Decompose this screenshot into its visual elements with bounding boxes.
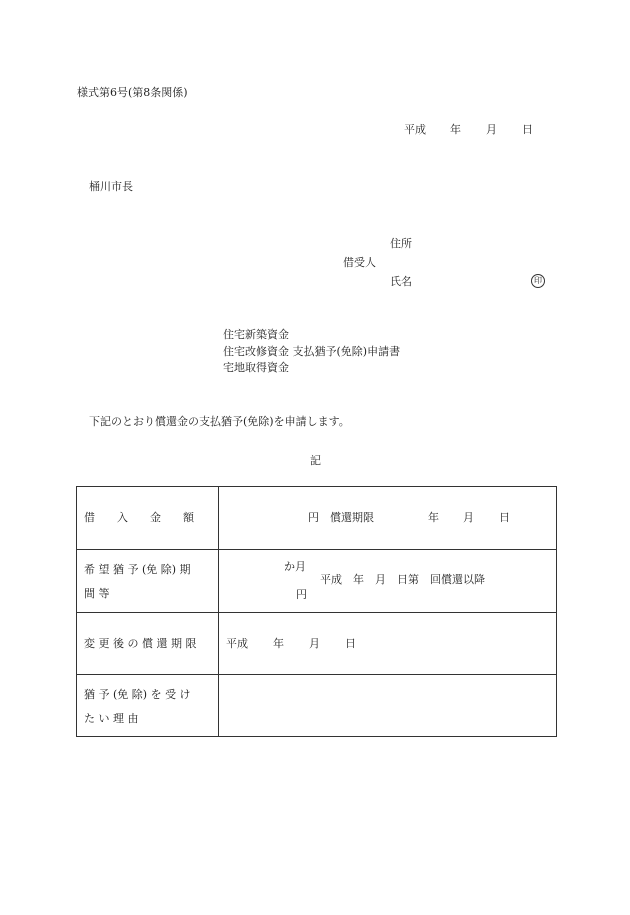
addressee: 桶川市長 <box>89 180 133 193</box>
borrower-label: 借受人 <box>343 256 376 269</box>
row-deferral-period <box>77 549 556 613</box>
date-era: 平成 <box>404 123 426 136</box>
title-line-3: 宅地取得資金 <box>223 361 289 374</box>
label-loan-amount: 借 入 金 額 <box>84 511 194 524</box>
name-label: 氏名 <box>390 275 412 288</box>
form-number: 様式第6号(第8条関係) <box>77 86 188 99</box>
address-label: 住所 <box>390 237 412 250</box>
date-line <box>404 124 533 135</box>
date-day: 日 <box>522 123 533 136</box>
row-changed-deadline <box>77 612 556 675</box>
label-deferral-period-2: 間 等 <box>84 587 110 600</box>
changed-era: 平成 <box>226 637 248 650</box>
deferral-era-text: 平成 年 月 日第 回償還以降 <box>320 573 485 586</box>
title-line-2: 住宅改修資金 支払猶予(免除)申請書 <box>223 345 401 358</box>
deferral-months: か月 <box>284 560 306 573</box>
row-reason <box>77 674 556 737</box>
loan-yen: 円 <box>308 511 319 524</box>
title-line-1: 住宅新築資金 <box>223 328 289 341</box>
deferral-yen: 円 <box>296 588 307 601</box>
changed-month: 月 <box>309 637 320 650</box>
changed-year: 年 <box>273 637 284 650</box>
seal-mark: 印 <box>531 274 545 288</box>
label-reason-2: た い 理 由 <box>84 712 139 725</box>
label-changed-deadline: 変 更 後 の 償 還 期 限 <box>84 637 197 650</box>
period-day: 日 <box>499 511 510 524</box>
ki-heading: 記 <box>310 454 321 467</box>
date-year: 年 <box>450 123 461 136</box>
label-deferral-period-1: 希 望 猶 予 (免 除) 期 <box>84 563 191 576</box>
repayment-period-label: 償還期限 <box>330 511 374 524</box>
row-loan-amount <box>77 487 556 549</box>
date-month: 月 <box>486 123 497 136</box>
application-table <box>76 486 557 737</box>
body-text: 下記のとおり償還金の支払猶予(免除)を申請します。 <box>89 415 350 428</box>
changed-day: 日 <box>345 637 356 650</box>
period-year: 年 <box>428 511 439 524</box>
label-reason-1: 猶 予 (免 除) を 受 け <box>84 688 191 701</box>
period-month: 月 <box>463 511 474 524</box>
